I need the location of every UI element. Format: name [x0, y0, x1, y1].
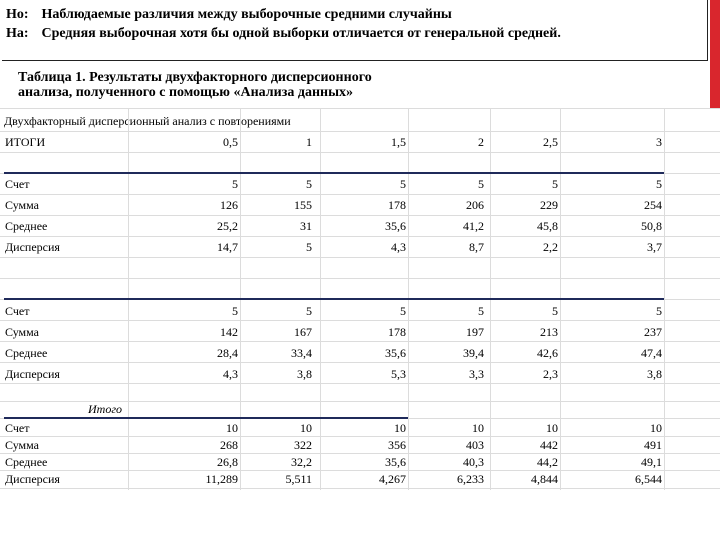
table-cell: 35,6 [385, 346, 406, 360]
gridline-horizontal [0, 278, 720, 279]
row-label: Сумма [5, 438, 39, 452]
table-title-line-1: Таблица 1. Результаты двухфакторного дисперсионного [18, 70, 372, 85]
row-label: Дисперсия [5, 472, 60, 486]
gridline-horizontal [0, 401, 720, 402]
table-cell: 6,233 [457, 472, 484, 486]
table-cell: 8,7 [469, 240, 484, 254]
table-cell: 268 [220, 438, 238, 452]
table-cell: 25,2 [217, 219, 238, 233]
table-cell: 47,4 [641, 346, 662, 360]
table-cell: 44,2 [537, 455, 558, 469]
table-cell: 6,544 [635, 472, 662, 486]
alternative-hypothesis [6, 26, 561, 42]
red-accent-strip [710, 0, 720, 108]
table-cell: 197 [466, 325, 484, 339]
gridline-horizontal [0, 453, 720, 454]
table-cell: 10 [546, 421, 558, 435]
table-cell: 213 [540, 325, 558, 339]
null-hypothesis-text: Наблюдаемые различия между выборочные средними случайны [41, 7, 452, 22]
table-cell: 32,2 [291, 455, 312, 469]
gridline-horizontal [0, 215, 720, 216]
table-cell: 5 [656, 304, 662, 318]
gridline-horizontal [0, 341, 720, 342]
gridline-horizontal [0, 194, 720, 195]
section-separator [4, 172, 664, 174]
table-cell: 356 [388, 438, 406, 452]
analysis-subtitle: Двухфакторный дисперсионный анализ с повторениями [4, 114, 291, 128]
table-cell: 31 [300, 219, 312, 233]
table-cell: 39,4 [463, 346, 484, 360]
row-label: Счет [5, 177, 30, 191]
table-cell: 5,511 [285, 472, 312, 486]
table-cell: 5 [306, 240, 312, 254]
table-cell: 254 [644, 198, 662, 212]
table-cell: 5 [232, 177, 238, 191]
table-cell: 3,3 [469, 367, 484, 381]
gridline-horizontal [0, 108, 720, 109]
table-cell: 5 [400, 177, 406, 191]
table-cell: 11,289 [205, 472, 238, 486]
table-cell: 45,8 [537, 219, 558, 233]
table-cell: 442 [540, 438, 558, 452]
table-title [18, 70, 372, 100]
gridline-horizontal [0, 320, 720, 321]
row-label: Счет [5, 421, 30, 435]
table-cell: 403 [466, 438, 484, 452]
table-cell: 33,4 [291, 346, 312, 360]
table-cell: 3 [656, 135, 662, 149]
row-label: Среднее [5, 219, 48, 233]
gridline-horizontal [0, 236, 720, 237]
table-cell: 10 [226, 421, 238, 435]
total-section-label: Итого [88, 402, 123, 416]
table-cell: 1 [306, 135, 312, 149]
table-cell: 35,6 [385, 455, 406, 469]
table-cell: 28,4 [217, 346, 238, 360]
gridline-horizontal [0, 131, 720, 132]
table-cell: 50,8 [641, 219, 662, 233]
table-cell: 2,3 [543, 367, 558, 381]
table-cell: 5 [656, 177, 662, 191]
table-cell: 142 [220, 325, 238, 339]
table-cell: 206 [466, 198, 484, 212]
table-cell: 491 [644, 438, 662, 452]
table-cell: 322 [294, 438, 312, 452]
table-cell: 5 [478, 304, 484, 318]
table-cell: 5 [306, 304, 312, 318]
table-cell: 4,267 [379, 472, 406, 486]
table-cell: 41,2 [463, 219, 484, 233]
table-cell: 5 [552, 177, 558, 191]
table-cell: 3,8 [647, 367, 662, 381]
table-cell: 0,5 [223, 135, 238, 149]
table-cell: 4,3 [223, 367, 238, 381]
table-cell: 237 [644, 325, 662, 339]
row-label: Среднее [5, 346, 48, 360]
gridline-horizontal [0, 488, 720, 489]
section-separator [4, 417, 408, 419]
table-cell: 5 [400, 304, 406, 318]
table-cell: 178 [388, 198, 406, 212]
null-hypothesis [6, 7, 452, 23]
section-separator [4, 298, 664, 300]
table-cell: 49,1 [641, 455, 662, 469]
gridline-horizontal [0, 362, 720, 363]
table-cell: 4,844 [531, 472, 558, 486]
table-cell: 10 [394, 421, 406, 435]
table-cell: 10 [472, 421, 484, 435]
alternative-hypothesis-label: На: [6, 26, 29, 41]
table-cell: 42,6 [537, 346, 558, 360]
table-cell: 229 [540, 198, 558, 212]
table-cell: 2,2 [543, 240, 558, 254]
table-cell: 5,3 [391, 367, 406, 381]
table-cell: 40,3 [463, 455, 484, 469]
null-hypothesis-label: Но: [6, 7, 29, 22]
table-cell: 3,7 [647, 240, 662, 254]
table-cell: 3,8 [297, 367, 312, 381]
gridline-horizontal [0, 436, 720, 437]
table-cell: 155 [294, 198, 312, 212]
table-cell: 126 [220, 198, 238, 212]
row-label: Счет [5, 304, 30, 318]
table-cell: 2,5 [543, 135, 558, 149]
table-cell: 4,3 [391, 240, 406, 254]
gridline-horizontal [0, 257, 720, 258]
table-cell: 5 [478, 177, 484, 191]
row-label: ИТОГИ [5, 135, 46, 149]
table-cell: 14,7 [217, 240, 238, 254]
hypotheses-box [2, 0, 708, 61]
table-cell: 2 [478, 135, 484, 149]
row-label: Сумма [5, 325, 39, 339]
row-label: Дисперсия [5, 367, 60, 381]
table-cell: 5 [552, 304, 558, 318]
alternative-hypothesis-text: Средняя выборочная хотя бы одной выборки отличается от генеральной средней. [41, 26, 561, 41]
table-cell: 5 [232, 304, 238, 318]
table-cell: 5 [306, 177, 312, 191]
gridline-horizontal [0, 470, 720, 471]
row-label: Сумма [5, 198, 39, 212]
table-title-line-2: анализа, полученного с помощью «Анализа данных» [18, 85, 354, 100]
row-label: Среднее [5, 455, 48, 469]
table-cell: 35,6 [385, 219, 406, 233]
table-cell: 10 [650, 421, 662, 435]
row-label: Дисперсия [5, 240, 60, 254]
table-cell: 178 [388, 325, 406, 339]
gridline-horizontal [0, 152, 720, 153]
table-cell: 167 [294, 325, 312, 339]
gridline-horizontal [0, 383, 720, 384]
table-cell: 1,5 [391, 135, 406, 149]
table-cell: 10 [300, 421, 312, 435]
table-cell: 26,8 [217, 455, 238, 469]
